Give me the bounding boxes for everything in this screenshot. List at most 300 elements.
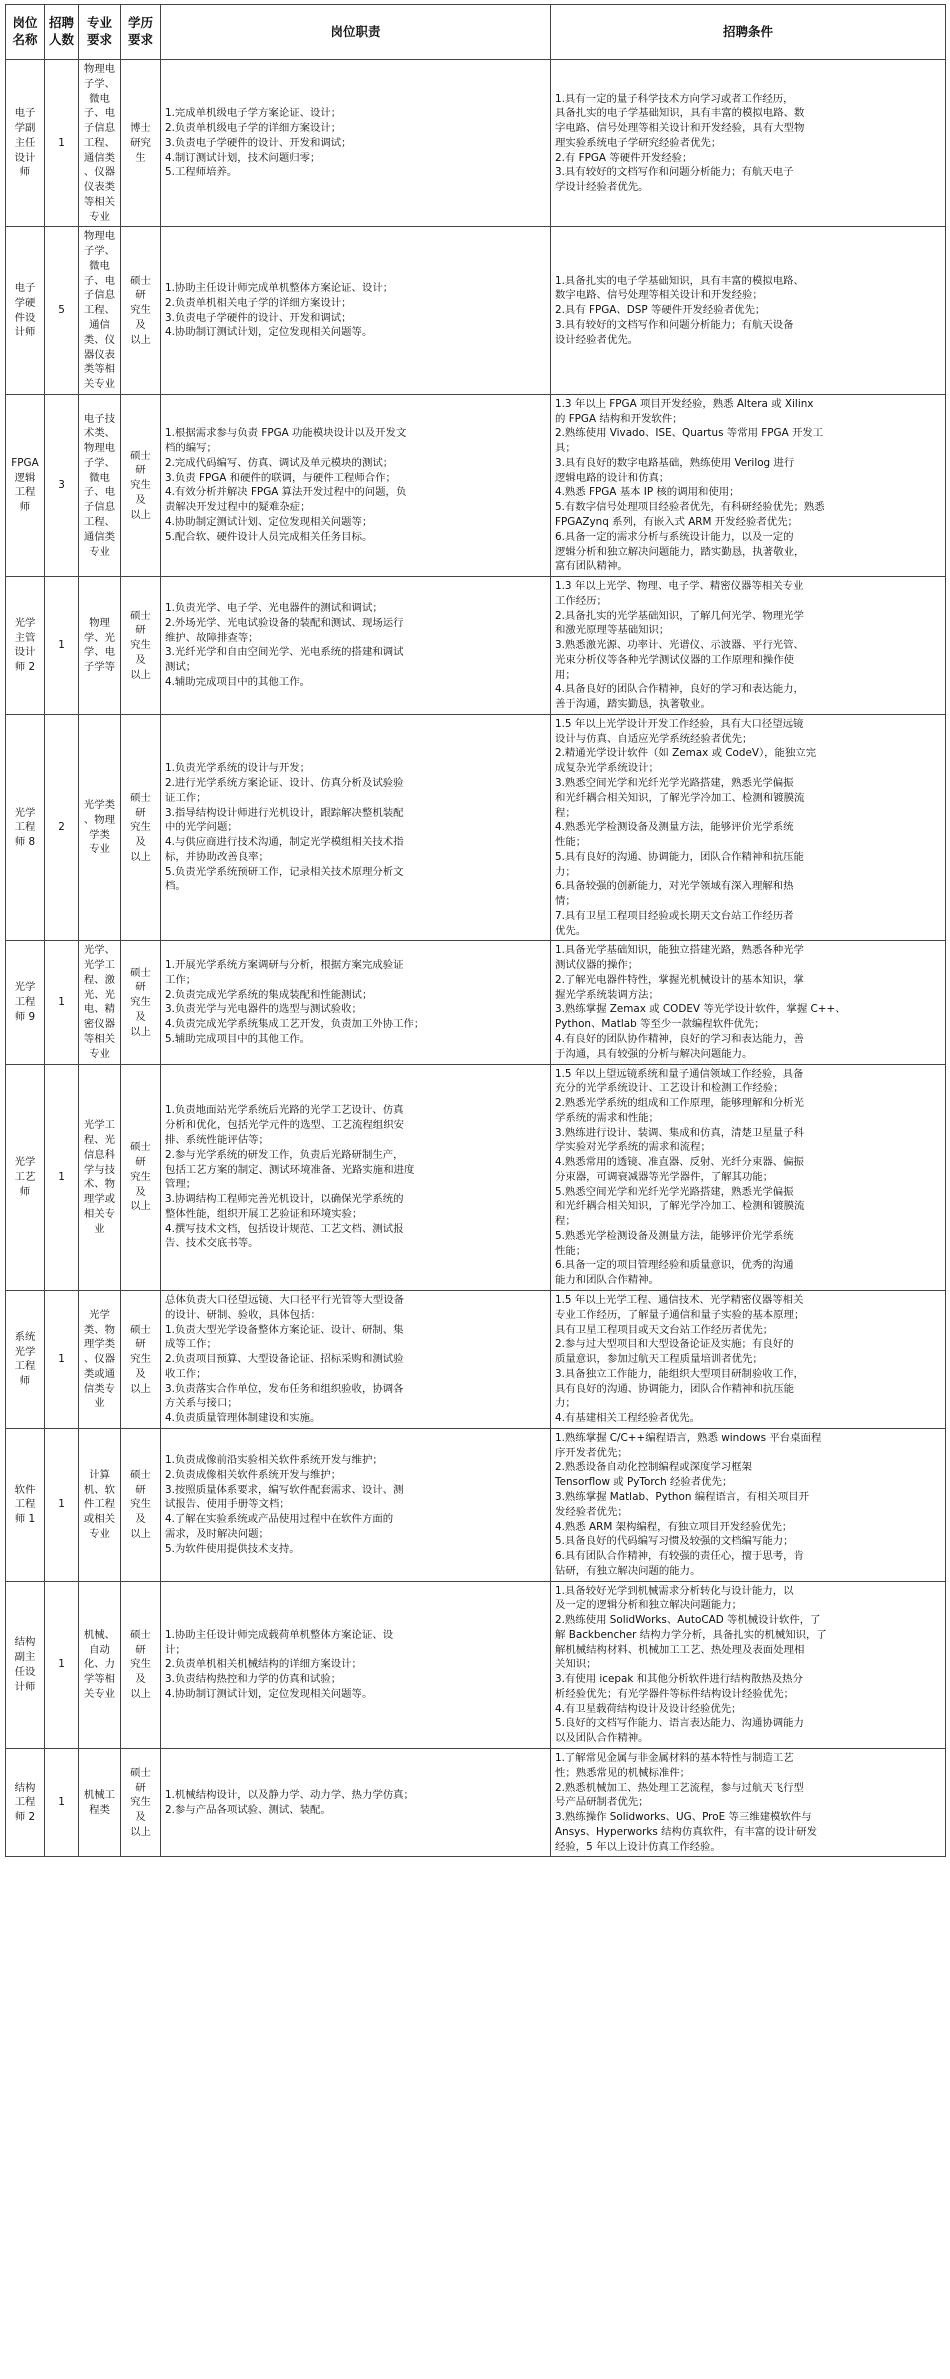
major-text: 关专业: [83, 378, 116, 391]
duties-cell: [161, 1064, 551, 1290]
requirement-line: 成复杂光学系统设计；: [555, 762, 659, 775]
requirement-line: 于沟通，具有较强的分析与解决问题能力。: [555, 1047, 753, 1060]
education-text: 硕士研: [130, 1141, 151, 1169]
education-text: 硕士研: [130, 966, 151, 994]
position-name-text: 副主: [14, 1651, 36, 1663]
requirement-line: 字电路、信号处理等相关设计和开发经验，具有大型物: [555, 122, 805, 135]
major-text: 理学类: [83, 1338, 116, 1351]
major-text: 等相关: [83, 195, 116, 208]
header-text: 要求: [86, 32, 112, 47]
requirement-line: 钻研，有独立解决问题的能力。: [555, 1564, 701, 1577]
duty-line: 3.指导结构设计师进行光机设计，跟踪解决整机装配: [165, 806, 404, 819]
requirement-line: 析经验优先；有光学器件等标件结构设计经验优先；: [555, 1687, 794, 1700]
duty-line: 计；: [165, 1643, 186, 1656]
duty-line: 1.协助主任设计师完成单机整体方案论证、设计；: [165, 282, 394, 295]
major-cell: [79, 1428, 121, 1581]
education-cell: [121, 1428, 161, 1581]
requirement-line: 6.具备一定的项目管理经验和质量意识，优秀的沟通: [555, 1259, 794, 1272]
requirement-line: 性能；: [555, 1244, 587, 1257]
duty-line: 4.制订测试计划，技术问题归零；: [165, 151, 321, 164]
major-cell: [79, 1748, 121, 1856]
col-header-headcount: [45, 5, 79, 60]
duty-line: 整体性能，组织开展工艺验证和环境实验；: [165, 1207, 363, 1220]
education-text: 硕士研: [130, 1628, 151, 1656]
requirement-line: 4.熟悉 FPGA 基本 IP 核的调用和使用；: [555, 486, 740, 499]
requirements-cell: [551, 1428, 946, 1581]
headcount-cell: 1: [45, 1291, 79, 1429]
requirement-line: 具有良好的沟通、协调能力，团队合作精神和抗压能: [555, 1382, 794, 1395]
requirement-line: 解机械结构材料、机械加工工艺、热处理及表面处理相: [555, 1643, 805, 1656]
duties-cell: [161, 1748, 551, 1856]
requirement-line: 4.熟悉常用的透镜、准直器、反射、光纤分束器、偏振: [555, 1156, 804, 1169]
duties-cell: [161, 714, 551, 940]
requirement-line: 关知识；: [555, 1658, 597, 1671]
requirements-cell: [551, 1291, 946, 1429]
duties-cell: [161, 941, 551, 1064]
position-name-cell: [6, 1748, 45, 1856]
major-text: 化、力: [83, 1658, 116, 1671]
requirement-line: 2.熟悉机械加工、热处理工艺流程，参与过航天飞行型: [555, 1781, 804, 1794]
position-name-text: 师 1: [14, 1513, 36, 1526]
duty-line: 4.协助制定测试计划、定位发现相关问题等；: [165, 515, 373, 528]
major-text: 物理: [89, 616, 110, 629]
header-text: 岗位: [12, 15, 38, 31]
education-text: 究生及: [130, 821, 151, 849]
requirement-line: 4.有良好的团队协作精神，良好的学习和表达能力，善: [555, 1033, 804, 1045]
position-name-text: 工程: [14, 1360, 36, 1373]
requirement-line: 4.有基建相关工程经验者优先。: [555, 1412, 700, 1425]
requirement-line: 1.5 年以上光学设计开发工作经验，具有大口径望远镜: [555, 717, 804, 730]
requirement-line: 1.3 年以上 FPGA 项目开发经验，熟悉 Altera 或 Xilinx: [555, 397, 814, 410]
header-text: 名称: [12, 32, 38, 47]
duty-line: 2.参与光学系统的研发工作，负责后光路研制生产，: [165, 1148, 404, 1161]
major-cell: [79, 714, 121, 940]
requirement-line: 6.具备较强的创新能力，对光学领域有深入理解和热: [555, 880, 794, 893]
position-name-text: 学硬: [14, 296, 36, 309]
major-text: 关专业: [83, 1687, 116, 1700]
education-text: 以上: [130, 1200, 151, 1213]
requirement-line: 2.有 FPGA 等硬件开发经验；: [555, 151, 693, 164]
major-text: 、仪器: [83, 166, 116, 179]
education-text: 究生及: [130, 639, 151, 666]
requirement-line: 及一定的逻辑分析和独立解决问题能力；: [555, 1599, 743, 1612]
table-row: [6, 394, 946, 576]
requirement-line: 2.精通光学设计软件（如 Zemax 或 CodeV），能独立完: [555, 747, 817, 760]
education-text: 硕士研: [130, 449, 151, 477]
table-row: [6, 1064, 946, 1290]
table-row: [6, 227, 946, 394]
duty-line: 告、技术交底书等。: [165, 1237, 259, 1250]
duty-line: 排、系统性能评估等；: [165, 1133, 269, 1146]
table-row: [6, 577, 946, 715]
requirement-line: 具；: [555, 442, 576, 455]
position-name-text: 逻辑: [14, 471, 36, 484]
duties-cell: [161, 577, 551, 715]
major-text: 光学工: [83, 959, 116, 972]
education-cell: [121, 227, 161, 394]
position-name-text: 计师: [14, 326, 36, 339]
requirement-line: 2.了解光电器件特性，掌握光机械设计的基本知识，掌: [555, 973, 804, 986]
education-text: 究生及: [130, 1353, 151, 1380]
major-text: 专业: [89, 545, 110, 558]
position-name-text: 设计: [14, 151, 36, 164]
requirement-line: 和激光原理等基础知识；: [555, 624, 670, 637]
major-text: 子、电: [83, 486, 116, 499]
requirement-line: 1.具备扎实的电子学基础知识，具有丰富的模拟电路、: [555, 274, 804, 287]
position-name-cell: [6, 1581, 45, 1748]
duty-line: 4.有效分析并解决 FPGA 算法开发过程中的问题，负: [165, 486, 407, 499]
major-text: 信类专: [83, 1382, 116, 1395]
education-text: 硕士研: [130, 1323, 151, 1351]
requirement-line: 3.熟练掌握 Zemax 或 CODEV 等光学设计软件，掌握 C++、: [555, 1003, 846, 1016]
major-text: 专业: [89, 1527, 110, 1540]
requirement-line: 4.熟悉 ARM 架构编程，有独立项目开发经验优先；: [555, 1520, 793, 1533]
major-cell: [79, 60, 121, 227]
major-text: 件工程: [83, 1498, 116, 1511]
major-text: 光学工: [83, 1119, 116, 1132]
major-text: 微电: [89, 92, 110, 105]
requirement-line: 5.熟悉空间光学和光纤光学光路搭建，熟悉光学偏振: [555, 1185, 794, 1198]
requirement-line: 7.具有卫星工程项目经验或长期天文台站工作经历者: [555, 909, 794, 922]
requirement-line: 2.参与过大型项目和大型设备论证及实施；有良好的: [555, 1338, 794, 1351]
education-text: 以上: [130, 668, 151, 681]
requirement-line: 6.具有团队合作精神，有较强的责任心，擅于思考，肯: [555, 1550, 804, 1563]
major-text: 类、仪: [83, 333, 116, 346]
position-name-cell: [6, 60, 45, 227]
requirement-line: 优先。: [555, 924, 587, 937]
duty-line: 4.负责质量管理体制建设和实施。: [165, 1412, 321, 1425]
requirement-line: Tensorflow 或 PyTorch 经验者优先；: [555, 1476, 733, 1489]
requirement-line: 具有卫星工程项目或天文台站工作经历者优先；: [555, 1323, 774, 1336]
position-name-text: 工程: [14, 1498, 36, 1511]
position-name-text: 任设: [14, 1665, 36, 1678]
major-text: 学、光: [83, 631, 116, 644]
requirement-line: 5.具有良好的沟通、协调能力，团队合作精神和抗压能: [555, 850, 804, 863]
duty-line: 档的编写；: [165, 442, 217, 455]
major-text: 、物理: [83, 813, 116, 826]
major-text: 电子技: [83, 412, 116, 425]
table-header: [6, 5, 946, 60]
major-text: 工程、: [83, 304, 116, 317]
duty-line: 责解决开发过程中的疑难杂症；: [165, 501, 311, 514]
duty-line: 2.进行光学系统方案论证、设计、仿真分析及试验验: [165, 776, 404, 789]
position-name-text: 软件: [14, 1483, 36, 1496]
duty-line: 2.负责单机级电子学的详细方案设计；: [165, 122, 342, 135]
requirement-line: 专业工作经历，了解量子通信和量子实验的基本原理；: [555, 1308, 805, 1321]
requirement-line: 质量意识，参加过航天工程质量培训者优先；: [555, 1353, 763, 1366]
position-name-cell: [6, 577, 45, 715]
major-text: 子信息: [83, 122, 116, 135]
education-text: 究生及: [130, 1498, 151, 1526]
major-text: 子学、: [83, 456, 116, 469]
requirement-line: 数字电路、信号处理等相关设计和开发经验；: [555, 289, 763, 302]
requirement-line: 解 Backbencher 结构力学分析，具备扎实的机械知识，了: [555, 1628, 827, 1641]
requirement-line: 序开发者优先；: [555, 1446, 628, 1459]
requirement-line: 握光学系统装调方法；: [555, 988, 659, 1001]
position-name-text: 电子: [14, 107, 36, 120]
duty-line: 3.光纤光学和自由空间光学、光电系统的搭建和调试: [165, 646, 404, 659]
education-cell: [121, 1581, 161, 1748]
requirement-line: 逻辑分析和独立解决问题能力，踏实勤恳，执著敬业，: [555, 545, 805, 558]
requirements-cell: [551, 941, 946, 1064]
education-text: 究生及: [130, 304, 151, 332]
requirement-line: 1.5 年以上望远镜系统和量子通信领域工作经验，具备: [555, 1067, 804, 1080]
major-text: 工程、: [83, 515, 116, 528]
duty-line: 2.完成代码编写、仿真、调试及单元模块的测试；: [165, 456, 394, 469]
duty-line: 3.协调结构工程师完善光机设计，以确保光学系统的: [165, 1193, 404, 1206]
education-cell: [121, 1291, 161, 1429]
duty-line: 收工作；: [165, 1367, 207, 1380]
requirement-line: 3.熟练掌握 Matlab、Python 编程语言，有相关项目开: [555, 1490, 810, 1503]
position-name-text: 件设: [14, 311, 36, 324]
requirement-line: 设计与仿真、自适应光学系统经验者优先；: [555, 732, 753, 745]
duty-line: 2.负责单机相关电子学的详细方案设计；: [165, 296, 352, 309]
education-text: 博士: [130, 122, 151, 135]
requirement-line: Python、Matlab 等至少一款编程软件优先；: [555, 1018, 765, 1031]
major-text: 术类、: [83, 427, 116, 440]
requirement-line: 能力和团队合作精神。: [555, 1274, 659, 1287]
requirement-line: 1.具备较好光学到机械需求分析转化与设计能力，以: [555, 1584, 794, 1597]
requirement-line: 富有团队精神。: [555, 560, 628, 573]
education-cell: [121, 941, 161, 1064]
position-name-text: 工程: [14, 996, 36, 1009]
duty-line: 5.为软件使用提供技术支持。: [165, 1542, 300, 1555]
requirements-cell: [551, 577, 946, 715]
duties-cell: [161, 1291, 551, 1429]
major-text: 学、电: [83, 646, 116, 659]
duty-line: 3.负责光学与光电器件的选型与测试验收；: [165, 1003, 362, 1016]
position-name-text: 光学: [14, 1156, 36, 1169]
position-name-cell: [6, 1291, 45, 1429]
requirement-line: 4.有卫星载荷结构设计及设计经验优先；: [555, 1702, 742, 1715]
duty-line: 4.撰写技术文档，包括设计规范、工艺文档、测试报: [165, 1222, 404, 1235]
position-name-text: 系统: [14, 1330, 36, 1343]
requirement-line: 1.3 年以上光学、物理、电子学、精密仪器等相关专业: [555, 580, 804, 593]
requirement-line: 3.熟练进行设计、装调、集成和仿真，清楚卫星量子科: [555, 1126, 804, 1139]
requirement-line: Ansys、Hyperworks 结构仿真软件，有丰富的设计研发: [555, 1825, 818, 1838]
header-text: 岗位职责: [330, 23, 381, 39]
position-name-text: 师: [19, 1375, 31, 1388]
duty-line: 3.负责电子学硬件的设计、开发和调试；: [165, 311, 352, 324]
position-name-text: 结构: [14, 1636, 36, 1649]
position-name-text: 师: [19, 1185, 31, 1198]
headcount-cell: 1: [45, 60, 79, 227]
education-text: 究生及: [130, 996, 151, 1023]
major-text: 理学或: [83, 1193, 116, 1206]
headcount-cell: 5: [45, 227, 79, 394]
requirement-line: 6.具备一定的需求分析与系统设计能力，以及一定的: [555, 530, 794, 543]
requirement-line: 和光纤耦合相关知识，了解光学冷加工、检测和镀膜流: [555, 1200, 805, 1213]
position-name-text: 师 2: [14, 1811, 36, 1824]
requirement-line: 1.了解常见金属与非金属材料的基本特性与制造工艺: [555, 1751, 794, 1764]
duty-line: 1.协助主任设计师完成载荷单机整体方案论证、设: [165, 1628, 394, 1641]
col-header-education: [121, 5, 161, 60]
duty-line: 2.参与产品各项试验、测试、装配。: [165, 1803, 331, 1816]
major-text: 子、电: [83, 274, 116, 287]
major-text: 光学、: [83, 944, 116, 957]
duty-line: 1.负责地面站光学系统后光路的光学工艺设计、仿真: [165, 1104, 404, 1117]
header-row: [6, 5, 946, 60]
education-cell: [121, 1064, 161, 1290]
requirement-line: 性；熟悉常见的机械标准件；: [555, 1766, 691, 1779]
col-header-duties: [161, 5, 551, 60]
position-name-cell: [6, 394, 45, 576]
table-row: [6, 941, 946, 1064]
major-text: 通信: [89, 319, 110, 332]
requirement-line: 力；: [555, 865, 576, 878]
major-text: 微电: [89, 471, 110, 484]
requirement-line: 程；: [555, 1215, 576, 1228]
requirements-cell: [551, 60, 946, 227]
headcount-cell: 2: [45, 714, 79, 940]
requirement-line: FPGAZynq 系列，有嵌入式 ARM 开发经验者优先；: [555, 515, 798, 528]
major-cell: [79, 1291, 121, 1429]
requirement-line: 2.熟悉光学系统的组成和工作原理，能够理解和分析光: [555, 1097, 804, 1110]
position-name-cell: [6, 1428, 45, 1581]
requirement-line: 逻辑电路的设计和仿真；: [555, 471, 670, 484]
duties-cell: [161, 60, 551, 227]
major-text: 工程、: [83, 136, 116, 149]
major-text: 程、光: [83, 1133, 116, 1146]
duty-line: 需求，及时解决问题；: [165, 1527, 269, 1540]
major-text: 仪表类: [83, 181, 116, 194]
requirement-line: 学系统的需求和性能；: [555, 1111, 659, 1124]
headcount-cell: 1: [45, 577, 79, 715]
major-text: 程类: [89, 1803, 110, 1816]
major-text: 学类: [89, 828, 110, 841]
position-name-text: 师: [19, 501, 31, 514]
education-text: 以上: [130, 1825, 151, 1838]
requirements-cell: [551, 714, 946, 940]
duty-line: 1.完成单机级电子学方案论证、设计；: [165, 107, 342, 120]
requirements-cell: [551, 227, 946, 394]
requirement-line: 3.具有良好的数字电路基础，熟练使用 Verilog 进行: [555, 456, 795, 469]
education-cell: [121, 394, 161, 576]
duty-line: 证工作；: [165, 791, 207, 804]
position-name-text: 师 8: [14, 836, 36, 849]
requirements-cell: [551, 1064, 946, 1290]
requirement-line: 5.具备良好的代码编写习惯及较强的文档编写能力；: [555, 1535, 794, 1548]
requirement-line: 用；: [555, 668, 576, 681]
duty-line: 包括工艺方案的制定、测试环境准备、光路实施和进度: [165, 1163, 415, 1176]
duty-line: 4.辅助完成项目中的其他工作。: [165, 676, 310, 688]
requirement-line: 善于沟通，踏实勤恳，执著敬业。: [555, 698, 711, 711]
position-name-text: 师 9: [14, 1010, 36, 1023]
requirement-line: 工作经历；: [555, 594, 607, 607]
major-text: 业: [94, 1222, 105, 1235]
position-name-text: 光学: [14, 981, 36, 994]
major-text: 子学、: [83, 245, 116, 258]
duty-line: 2.外场光学、光电试验设备的装配和测试、现场运行: [165, 616, 404, 629]
header-text: 人数: [48, 32, 74, 47]
duty-line: 4.协助制订测试计划，定位发现相关问题等。: [165, 1687, 373, 1700]
header-text: 招聘: [48, 15, 74, 31]
headcount-cell: 1: [45, 1581, 79, 1748]
education-cell: [121, 714, 161, 940]
requirement-line: 4.具备良好的团队合作精神，良好的学习和表达能力，: [555, 683, 804, 696]
duty-line: 1.负责光学、电子学、光电器件的测试和调试；: [165, 602, 383, 615]
duty-line: 1.根据需求参与负责 FPGA 功能模块设计以及开发文: [165, 427, 407, 440]
position-name-text: 计师: [14, 1680, 36, 1693]
duty-line: 的设计、研制、验收，具体包括：: [165, 1308, 321, 1321]
major-text: 机械、: [83, 1628, 116, 1641]
major-text: 通信类: [83, 151, 116, 164]
position-name-text: 师: [19, 166, 31, 179]
major-text: 或相关: [83, 1513, 116, 1526]
table-row: [6, 60, 946, 227]
education-text: 究生及: [130, 1170, 151, 1198]
major-text: 机械工: [83, 1788, 116, 1801]
requirement-line: 4.熟悉光学检测设备及测量方法，能够评价光学系统: [555, 821, 794, 834]
position-name-text: 工程: [14, 486, 36, 499]
education-text: 以上: [130, 850, 151, 863]
major-text: 、仪器: [83, 1353, 116, 1366]
requirements-cell: [551, 1748, 946, 1856]
major-text: 子、电: [83, 107, 116, 120]
duty-line: 2.负责完成光学系统的集成装配和性能测试；: [165, 988, 373, 1001]
table-row: [6, 1291, 946, 1429]
requirement-line: 1.具有一定的量子科学技术方向学习或者工作经历，: [555, 92, 794, 105]
education-cell: [121, 577, 161, 715]
major-text: 相关专: [83, 1207, 116, 1220]
requirement-line: 光束分析仪等各种光学测试仪器的工作原理和操作使: [555, 653, 794, 666]
major-text: 类、物: [83, 1323, 116, 1336]
major-text: 学与技: [83, 1163, 116, 1176]
requirement-line: 程；: [555, 806, 576, 819]
requirement-line: 和光纤耦合相关知识，了解光学冷加工、检测和镀膜流: [555, 791, 805, 804]
major-text: 器仪表: [83, 348, 116, 361]
duty-line: 成等工作；: [165, 1338, 217, 1351]
major-text: 子信息: [83, 289, 116, 302]
requirement-line: 学实验对光学系统的需求和流程；: [555, 1141, 711, 1154]
major-text: 等相关: [83, 1033, 116, 1045]
requirements-cell: [551, 1581, 946, 1748]
duty-line: 2.负责成像相关软件系统开发与维护；: [165, 1468, 342, 1481]
duty-line: 方关系与接口；: [165, 1397, 238, 1410]
col-header-requirements: [551, 5, 946, 60]
duty-line: 3.负责电子学硬件的设计、开发和调试；: [165, 136, 352, 149]
duties-cell: [161, 1428, 551, 1581]
requirement-line: 5.有数字信号处理项目经验者优先，有科研经验优先；熟悉: [555, 501, 825, 514]
major-text: 子学等: [83, 661, 116, 674]
duty-line: 1.负责大型光学设备整体方案论证、设计、研制、集: [165, 1323, 404, 1336]
duty-line: 3.负责结构热控和力学的仿真和试验；: [165, 1673, 342, 1686]
requirement-line: 设计经验者优先。: [555, 333, 639, 346]
position-name-cell: [6, 714, 45, 940]
duty-line: 分析和优化，包括光学元件的选型、工艺流程组织安: [165, 1119, 404, 1132]
headcount-cell: 1: [45, 1748, 79, 1856]
duty-line: 管理；: [165, 1178, 197, 1191]
education-text: 以上: [130, 1025, 151, 1038]
requirement-line: 1.5 年以上光学工程、通信技术、光学精密仪器等相关: [555, 1294, 804, 1307]
header-text: 专业: [86, 15, 112, 31]
major-text: 计算: [89, 1468, 110, 1481]
major-text: 术、物: [83, 1178, 116, 1191]
requirement-line: 1.具备光学基础知识，能独立搭建光路，熟悉各种光学: [555, 944, 804, 957]
education-cell: [121, 60, 161, 227]
duty-line: 维护、故障排查等；: [165, 631, 259, 644]
requirement-line: 分束器，可调衰减器等光学器件，了解其功能；: [555, 1170, 774, 1183]
duty-line: 试报告、使用手册等文档；: [165, 1498, 290, 1511]
col-header-position-name: [6, 5, 45, 60]
requirement-line: 3.熟练操作 Solidworks、UG、ProE 等三维建模软件与: [555, 1811, 812, 1824]
major-text: 子学、: [83, 77, 116, 90]
position-name-text: 工程: [14, 821, 36, 834]
requirement-line: 3.熟悉空间光学和光纤光学光路搭建，熟悉光学偏振: [555, 776, 794, 789]
education-text: 以上: [130, 1687, 151, 1700]
position-name-text: 光学: [14, 806, 36, 819]
major-text: 信息科: [83, 1148, 116, 1161]
